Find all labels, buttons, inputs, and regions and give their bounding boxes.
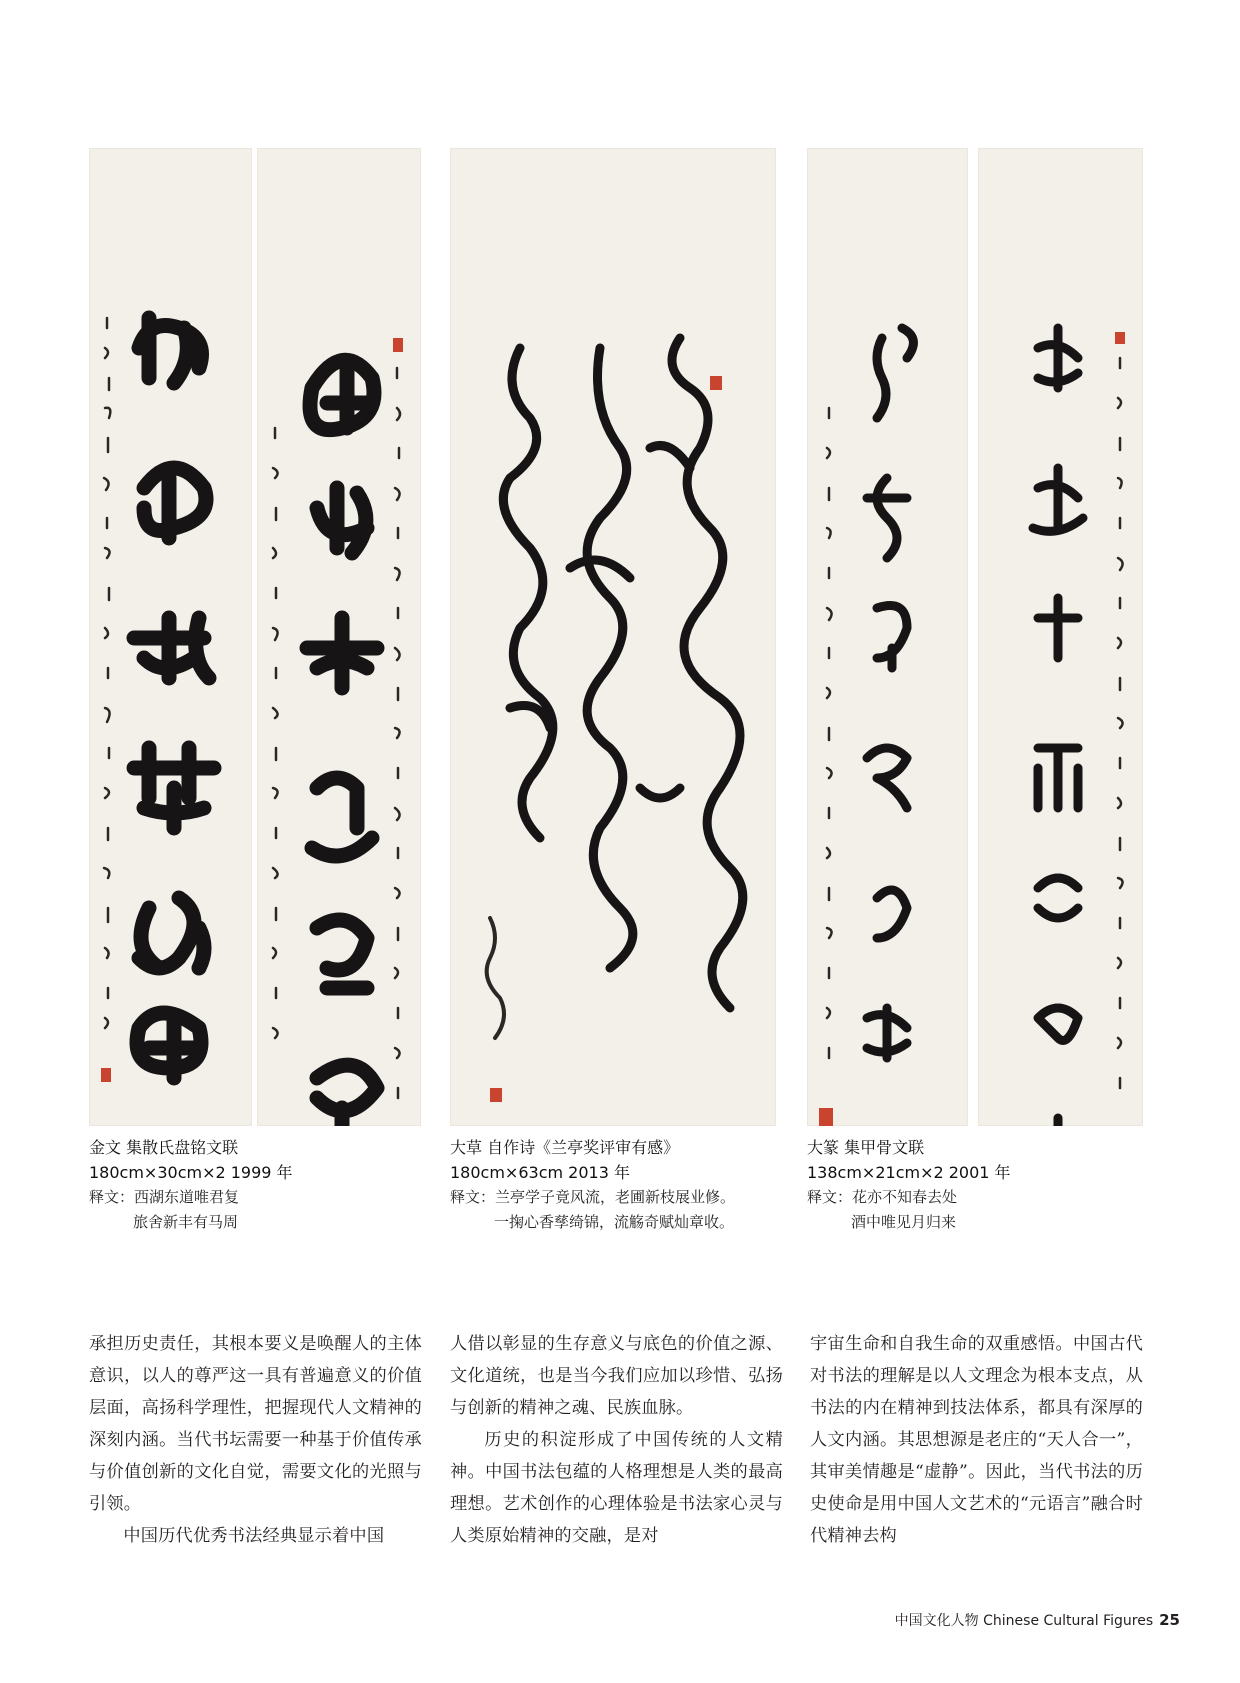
page-number: 25: [1159, 1611, 1180, 1629]
body-column-1: [89, 1328, 422, 1552]
artwork-translation: 释文：西湖东道唯君复: [89, 1188, 240, 1206]
artwork-jinwen-couplet-right: [257, 148, 421, 1126]
artwork-jiaguwen-couplet-right: [978, 148, 1143, 1126]
artwork-translation: 旅舍新丰有马周: [133, 1213, 239, 1231]
calligraphy-ink-right-scroll: [257, 148, 421, 1126]
artwork-title: 金文 集散氏盘铭文联: [89, 1138, 239, 1157]
artwork-caption-1: [89, 1135, 429, 1235]
artwork-jinwen-couplet-left: [89, 148, 252, 1126]
artwork-caption-2: [450, 1135, 790, 1235]
artwork-dacao-poem: [450, 148, 776, 1126]
artwork-size: 138cm×21cm×2 2001 年: [807, 1163, 1011, 1182]
calligraphy-ink-oracle-right: [978, 148, 1143, 1126]
calligraphy-ink-left-scroll: [89, 148, 252, 1126]
artwork-jiaguwen-couplet-left: [807, 148, 968, 1126]
artwork-size: 180cm×30cm×2 1999 年: [89, 1163, 293, 1182]
paragraph: 承担历史责任，其根本要义是唤醒人的主体意识，以人的尊严这一具有普遍意义的价值层面，高扬科学理性，把握现代人文精神的深刻内涵。当代书坛需要一种基于价值传承与价值创新的文化自觉，需要文化的光照与引领。: [89, 1334, 422, 1514]
body-column-2: [450, 1328, 783, 1552]
paragraph: 历史的积淀形成了中国传统的人文精神。中国书法包蕴的人格理想是人类的最高理想。艺术创作的心理体验是书法家心灵与人类原始精神的交融，是对: [450, 1430, 783, 1546]
paragraph: 人借以彰显的生存意义与底色的价值之源、文化道统，也是当今我们应加以珍惜、弘扬与创新的精神之魂、民族血脉。: [450, 1334, 783, 1418]
paragraph: 宇宙生命和自我生命的双重感悟。中国古代对书法的理解是以人文理念为根本支点，从书法的内在精神到技法体系，都具有深厚的人文内涵。其思想源是老庄的“天人合一”，其审美情趣是“虚静”。因此，当代书法的历史使命是用中国人文艺术的“元语言”融合时代精神去构: [810, 1334, 1143, 1546]
artwork-caption-3: [807, 1135, 1147, 1235]
artwork-size: 180cm×63cm 2013 年: [450, 1163, 630, 1182]
paragraph: 中国历代优秀书法经典显示着中国: [123, 1526, 385, 1546]
artwork-translation: 释文：兰亭学子竟风流，老圃新枝展业修。: [450, 1188, 736, 1206]
artwork-translation: 一掬心香孳绮锦，流觞奇赋灿章收。: [494, 1213, 735, 1231]
artwork-title: 大草 自作诗《兰亭奖评审有感》: [450, 1138, 680, 1157]
magazine-name: 中国文化人物 Chinese Cultural Figures: [894, 1613, 1154, 1629]
artwork-title: 大篆 集甲骨文联: [807, 1138, 925, 1157]
calligraphy-ink-oracle-left: [807, 148, 968, 1126]
artwork-translation: 酒中唯见月归来: [851, 1213, 957, 1231]
calligraphy-ink-cursive: [450, 148, 776, 1126]
page-footer: [895, 1610, 1180, 1630]
body-column-3: [810, 1328, 1143, 1552]
artwork-translation: 释文：花亦不知春去处: [807, 1188, 958, 1206]
